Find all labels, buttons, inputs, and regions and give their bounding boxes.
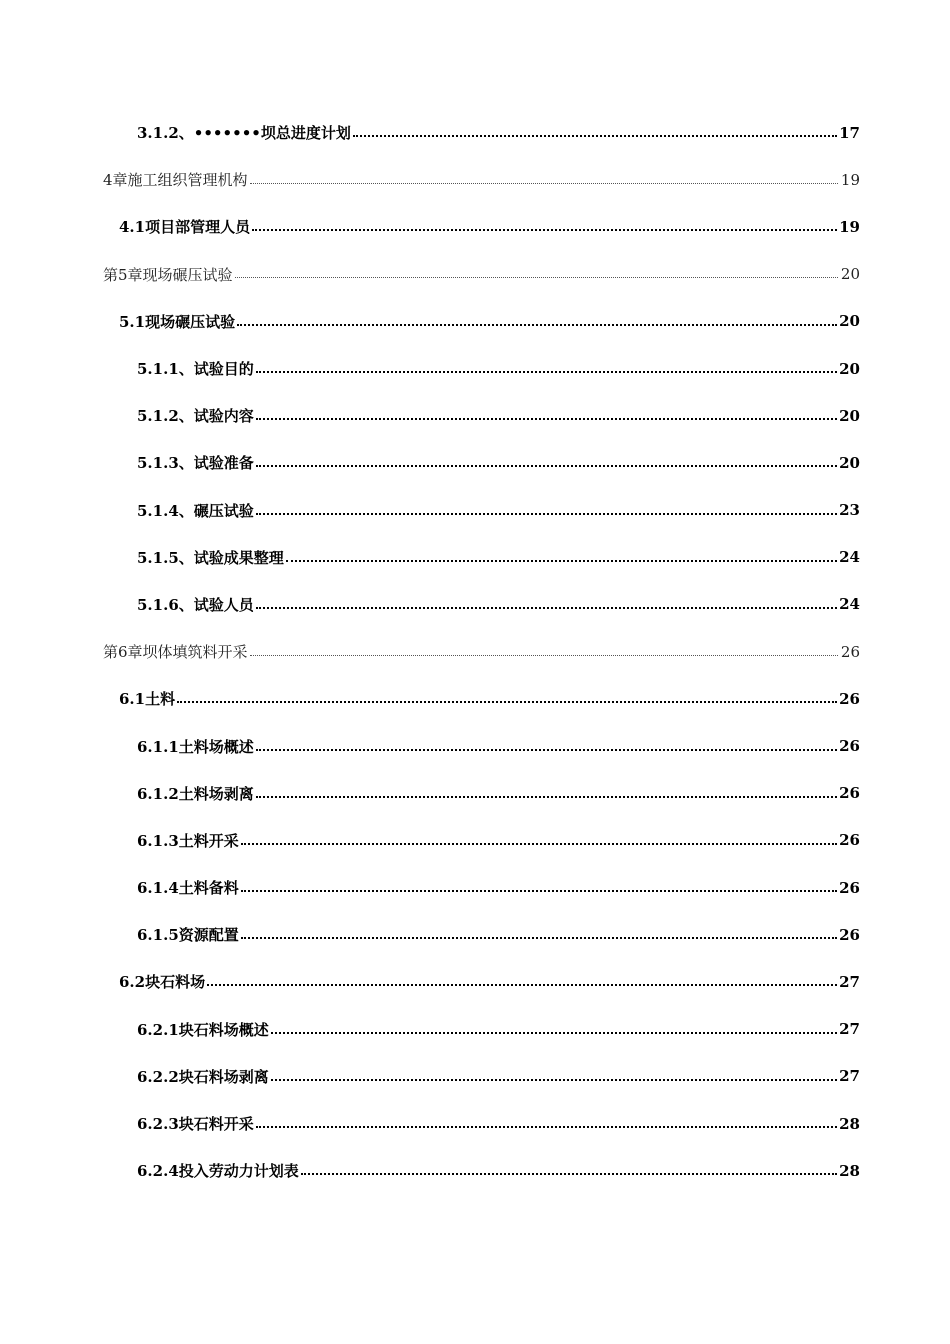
toc-entry-title: 6.2.3块石料开采 [137,1115,254,1134]
toc-entry-page-number: 27 [839,1020,860,1039]
toc-entry-title: 6.1.3土料开采 [137,831,239,850]
dot-leader [256,464,837,467]
toc-entry[interactable] [0,675,950,722]
toc-entry-title: 第5章现场碾压试验 [103,265,233,284]
dot-leader [256,606,837,609]
dot-leader [301,1172,837,1175]
toc-entry-title: 4.1项目部管理人员 [119,218,251,237]
toc-entry-page-number: 26 [839,878,860,897]
toc-entry-title: 3.1.2、•••••••坝总进度计划 [137,124,351,143]
toc-entry-page-number: 26 [839,737,860,756]
toc-entry-title: 第6章坝体填筑料开采 [103,643,248,662]
dot-leader [252,228,837,231]
toc-entry[interactable] [0,251,950,298]
toc-entry[interactable] [0,487,950,534]
dot-leader [353,134,837,137]
toc-entry-page-number: 17 [839,123,860,142]
toc-entry-page-number: 20 [839,453,860,472]
dot-leader [237,323,837,326]
toc-entry[interactable] [0,722,950,769]
toc-entry[interactable] [0,1006,950,1053]
dot-leader [286,559,837,562]
toc-entry[interactable] [0,628,950,675]
toc-entry-page-number: 24 [839,548,860,567]
toc-entry-title: 4章施工组织管理机构 [103,171,248,190]
toc-entry[interactable] [0,345,950,392]
toc-entry[interactable] [0,911,950,958]
dot-leader [256,370,837,373]
dot-leader [256,417,837,420]
toc-entry-page-number: 28 [839,1161,860,1180]
toc-entry-title: 6.1土料 [119,690,176,709]
toc-entry-title: 6.2.1块石料场概述 [137,1020,269,1039]
dot-leader [241,889,837,892]
dot-leader [241,842,837,845]
toc-entry-page-number: 19 [839,217,860,236]
toc-entry[interactable] [0,817,950,864]
toc-entry-page-number: 26 [839,831,860,850]
toc-entry[interactable] [0,1100,950,1147]
toc-entry-title: 6.2块石料场 [119,973,206,992]
toc-entry-title: 6.1.5资源配置 [137,926,239,945]
toc-entry-page-number: 20 [839,359,860,378]
dot-leader [256,795,837,798]
dot-leader [250,654,838,656]
toc-entry[interactable] [0,156,950,203]
dot-leader [271,1078,837,1081]
toc-entry-page-number: 26 [839,925,860,944]
toc-entry-page-number: 28 [839,1114,860,1133]
dot-leader [271,1031,837,1034]
toc-entry[interactable] [0,109,950,156]
toc-entry-page-number: 27 [839,972,860,991]
toc-entry-title: 6.2.4投入劳动力计划表 [137,1162,299,1181]
toc-entry-title: 5.1.5、试验成果整理 [137,548,284,567]
toc-entry-page-number: 27 [839,1067,860,1086]
dot-leader [235,276,838,278]
toc-entry[interactable] [0,958,950,1005]
toc-entry-page-number: 20 [840,265,860,284]
dot-leader [256,512,837,515]
toc-entry[interactable] [0,581,950,628]
toc-entry-page-number: 26 [839,784,860,803]
table-of-contents [0,109,950,1194]
toc-entry[interactable] [0,1053,950,1100]
toc-entry[interactable] [0,534,950,581]
toc-entry-page-number: 20 [839,312,860,331]
dot-leader [250,182,838,184]
toc-entry[interactable] [0,439,950,486]
toc-entry-page-number: 26 [839,689,860,708]
toc-entry-page-number: 19 [840,170,860,189]
toc-entry-title: 5.1现场碾压试验 [119,312,236,331]
toc-entry-title: 5.1.4、碾压试验 [137,501,254,520]
toc-entry[interactable] [0,203,950,250]
toc-entry[interactable] [0,298,950,345]
toc-entry-page-number: 20 [839,406,860,425]
toc-entry-page-number: 26 [840,642,860,661]
dot-leader [256,1125,837,1128]
toc-entry-title: 5.1.6、试验人员 [137,595,254,614]
toc-entry[interactable] [0,770,950,817]
toc-entry-title: 5.1.1、试验目的 [137,360,254,379]
toc-entry[interactable] [0,1147,950,1194]
dot-leader [256,748,837,751]
toc-entry-title: 6.2.2块石料场剥离 [137,1067,269,1086]
dot-leader [207,983,837,986]
toc-entry[interactable] [0,392,950,439]
toc-entry-page-number: 23 [839,501,860,520]
toc-entry-title: 6.1.1土料场概述 [137,737,254,756]
toc-entry-title: 5.1.2、试验内容 [137,407,254,426]
toc-entry-title: 5.1.3、试验准备 [137,454,254,473]
toc-entry-title: 6.1.4土料备料 [137,879,239,898]
toc-entry-page-number: 24 [839,595,860,614]
dot-leader [177,700,837,703]
toc-entry-title: 6.1.2土料场剥离 [137,784,254,803]
dot-leader [241,936,837,939]
toc-entry[interactable] [0,864,950,911]
